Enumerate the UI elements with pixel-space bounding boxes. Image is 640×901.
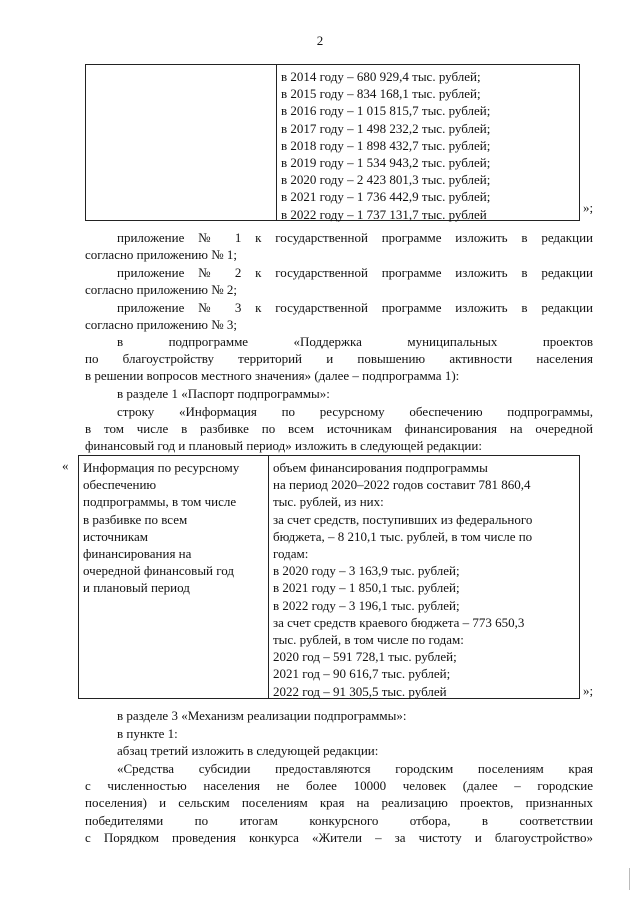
year-line: в 2016 году – 1 015 815,7 тыс. рублей; <box>281 103 491 119</box>
yearly-funding-cell <box>281 68 576 223</box>
empty-left-cell <box>86 65 277 220</box>
year-line: в 2022 году – 1 737 131,7 тыс. рублей <box>281 206 487 222</box>
year-line: в 2019 году – 1 534 943,2 тыс. рублей; <box>281 155 491 171</box>
section3-heading: в разделе 3 «Механизм реализации подпрограммы»: <box>117 708 407 723</box>
year-line: в 2017 году – 1 498 232,2 тыс. рублей; <box>281 120 491 136</box>
page-number: 2 <box>316 33 324 48</box>
year-line: в 2018 году – 1 898 432,7 тыс. рублей; <box>281 137 491 153</box>
funding-volume-cell: объем финансирования подпрограммы на период 2020–2022 годов составит 781 860,4 тыс. рублей, из них: за счет средств, поступивших из федерального бюджета, – 8 210,1 тыс. рублей, в том числе по годам: в 2020 году – 3 163,9 тыс. рублей; в 2021 году – 1 850,1 тыс. рублей; в 2022 году – 3 196,1 тыс. рублей; за счет средств краевого бюджета – 773 650,3 тыс. рублей, в том числе по годам: 2020 год – 591 728,1 тыс. рублей; 2021 год – 90 616,7 тыс. рублей; 2022 год – 91 305,5 тыс. рублей <box>273 460 533 699</box>
table2-opening-quote: « <box>62 458 69 473</box>
appendix-2-paragraph: приложение № 2 к государственной программе изложить в редакции согласно приложению № 2; <box>85 265 593 298</box>
column-divider <box>268 456 269 698</box>
year-line: в 2021 году – 1 736 442,9 тыс. рублей; <box>281 189 491 205</box>
subsidy-paragraph: «Средства субсидии предоставляются городским поселениям края с численностью населения не более 10000 человек (далее – городские поселения) и сельским поселениям края на реализацию проектов, признанных победителями по итогам конкурсного отбора, в соответствии с Порядком проведения конкурса «Жители – за чистоту и благоустройство» <box>85 761 593 845</box>
year-line: в 2015 году – 834 168,1 тыс. рублей; <box>281 86 481 102</box>
resource-info-table <box>78 455 580 699</box>
scan-edge-mark <box>629 868 630 890</box>
appendix-3-paragraph: приложение № 3 к государственной программе изложить в редакции согласно приложению № 3; <box>85 300 593 333</box>
table1-closing-quote: »; <box>583 200 594 215</box>
year-line: в 2020 году – 2 423 801,3 тыс. рублей; <box>281 172 491 188</box>
year-line: в 2014 году – 680 929,4 тыс. рублей; <box>281 69 481 84</box>
funding-table-continuation <box>85 64 580 221</box>
row-intro-paragraph: строку «Информация по ресурсному обеспечению подпрограммы, в том числе в разбивке по всем источникам финансирования на очередной финансовый год и плановый период» изложить в следующей редакции: <box>85 404 593 454</box>
abzac-line: абзац третий изложить в следующей редакции: <box>117 743 379 758</box>
point1-line: в пункте 1: <box>117 726 178 741</box>
appendix-1-paragraph: приложение № 1 к государственной программе изложить в редакции согласно приложению № 1; <box>85 230 593 263</box>
subprogram-paragraph: в подпрограмме «Поддержка муниципальных проектов по благоустройству территорий и повышению активности населения в решении вопросов местного значения» (далее – подпрограмма 1): <box>85 334 593 384</box>
table2-closing-quote: »; <box>583 683 594 698</box>
section1-heading: в разделе 1 «Паспорт подпрограммы»: <box>117 386 330 401</box>
row-title-cell: Информация по ресурсному обеспечению подпрограммы, в том числе в разбивке по всем источникам финансирования на очередной финансовый год и плановый период <box>83 460 240 596</box>
